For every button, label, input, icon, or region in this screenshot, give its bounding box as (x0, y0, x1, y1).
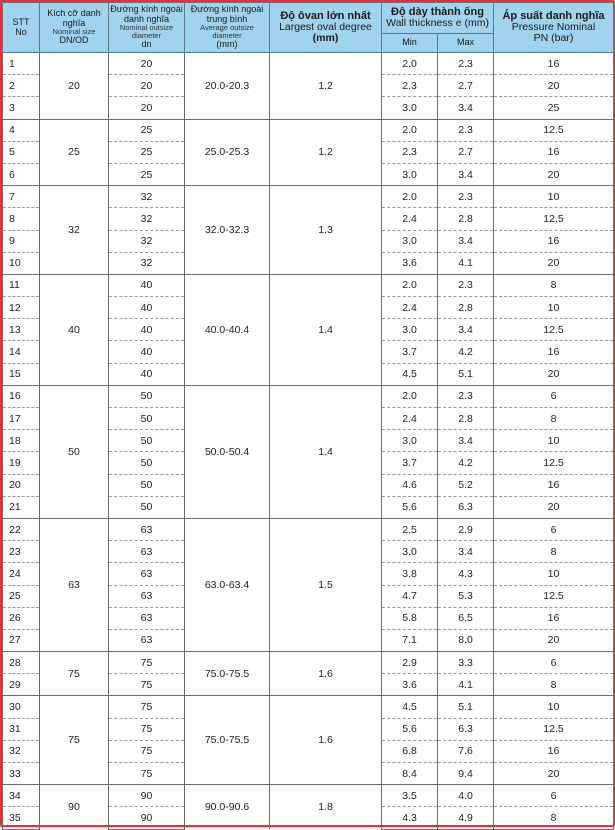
cell-pressure: 20 (494, 763, 614, 785)
cell-average-diameter: 63.0-63.4 (185, 518, 270, 651)
cell-no: 2 (3, 75, 40, 97)
cell-wall-max: 4.3 (438, 563, 494, 585)
cell-nominal-size: 63 (40, 518, 109, 651)
cell-wall-max: 3.3 (438, 652, 494, 674)
header-wall-min: Min (382, 34, 438, 53)
cell-no: 28 (3, 652, 40, 674)
cell-outside-diameter: 75 (109, 696, 185, 718)
cell-oval-degree: 1.6 (270, 652, 382, 696)
cell-outside-diameter: 50 (109, 385, 185, 407)
cell-oval-degree: 1.5 (270, 518, 382, 651)
cell-outside-diameter: 40 (109, 297, 185, 319)
cell-average-diameter: 90.0-90.6 (185, 785, 270, 829)
cell-no: 12 (3, 297, 40, 319)
cell-pressure: 16 (494, 474, 614, 496)
cell-no: 17 (3, 408, 40, 430)
table-row (3, 652, 614, 674)
cell-outside-diameter: 50 (109, 408, 185, 430)
cell-wall-max: 6.5 (438, 607, 494, 629)
cell-pressure: 16 (494, 607, 614, 629)
cell-wall-min: 2.9 (382, 652, 438, 674)
cell-outside-diameter: 40 (109, 341, 185, 363)
cell-outside-diameter: 63 (109, 563, 185, 585)
cell-wall-max: 5.2 (438, 474, 494, 496)
cell-wall-min: 3.6 (382, 252, 438, 274)
cell-pressure: 16 (494, 740, 614, 762)
cell-no: 16 (3, 385, 40, 407)
cell-wall-max: 5.1 (438, 363, 494, 385)
cell-wall-min: 2.3 (382, 141, 438, 163)
cell-outside-diameter: 25 (109, 163, 185, 185)
cell-wall-min: 3.6 (382, 674, 438, 696)
cell-outside-diameter: 75 (109, 718, 185, 740)
cell-no: 24 (3, 563, 40, 585)
cell-pressure: 8 (494, 541, 614, 563)
cell-pressure: 12.5 (494, 119, 614, 141)
cell-pressure: 10 (494, 430, 614, 452)
cell-pressure: 10 (494, 696, 614, 718)
cell-no: 10 (3, 252, 40, 274)
cell-no: 35 (3, 807, 40, 829)
header-od-symbol: dn (141, 39, 152, 50)
header-wall-en: Wall thickness e (mm) (386, 17, 489, 30)
cell-pressure: 6 (494, 785, 614, 807)
cell-average-diameter: 20.0-20.3 (185, 53, 270, 120)
cell-wall-max: 2.7 (438, 141, 494, 163)
cell-outside-diameter: 75 (109, 674, 185, 696)
cell-wall-min: 2.0 (382, 53, 438, 75)
cell-no: 3 (3, 97, 40, 119)
cell-average-diameter: 75.0-75.5 (185, 696, 270, 785)
cell-outside-diameter: 63 (109, 541, 185, 563)
cell-wall-max: 2.3 (438, 186, 494, 208)
header-avg-vi: Đường kính ngoài trung bình (190, 4, 264, 24)
table-body (3, 53, 614, 830)
header-stt-vi: STT (12, 17, 30, 28)
cell-no: 5 (3, 141, 40, 163)
cell-oval-degree: 1.8 (270, 785, 382, 829)
cell-outside-diameter: 25 (109, 141, 185, 163)
header-pn-vi: Áp suất danh nghĩa (502, 9, 605, 22)
cell-wall-max: 5.3 (438, 585, 494, 607)
header-size-en: Nominal size (52, 27, 96, 37)
cell-outside-diameter: 32 (109, 186, 185, 208)
cell-nominal-size: 40 (40, 274, 109, 385)
cell-outside-diameter: 20 (109, 53, 185, 75)
header-pn-en: Pressure Nominal (511, 21, 596, 34)
cell-nominal-size: 50 (40, 385, 109, 518)
header-wall-max: Max (438, 34, 494, 53)
cell-outside-diameter: 32 (109, 252, 185, 274)
cell-wall-max: 4.2 (438, 452, 494, 474)
cell-nominal-size: 20 (40, 53, 109, 120)
table-row (3, 785, 614, 807)
cell-wall-max: 4.0 (438, 785, 494, 807)
table-row (3, 119, 614, 141)
cell-no: 6 (3, 163, 40, 185)
cell-wall-min: 3.8 (382, 563, 438, 585)
table-row (3, 274, 614, 296)
cell-pressure: 16 (494, 341, 614, 363)
cell-pressure: 8 (494, 674, 614, 696)
cell-pressure: 20 (494, 75, 614, 97)
cell-outside-diameter: 40 (109, 319, 185, 341)
cell-wall-min: 3.7 (382, 341, 438, 363)
cell-pressure: 10 (494, 563, 614, 585)
cell-no: 21 (3, 496, 40, 518)
cell-wall-max: 4.1 (438, 674, 494, 696)
cell-wall-min: 3.5 (382, 785, 438, 807)
cell-average-diameter: 75.0-75.5 (185, 652, 270, 696)
cell-pressure: 12.5 (494, 208, 614, 230)
cell-wall-max: 4.1 (438, 252, 494, 274)
cell-no: 8 (3, 208, 40, 230)
cell-outside-diameter: 20 (109, 75, 185, 97)
cell-wall-max: 9.4 (438, 763, 494, 785)
header-size (40, 3, 109, 53)
cell-outside-diameter: 25 (109, 119, 185, 141)
cell-nominal-size: 25 (40, 119, 109, 186)
cell-wall-min: 3.0 (382, 163, 438, 185)
cell-wall-min: 5.6 (382, 718, 438, 740)
cell-pressure: 6 (494, 652, 614, 674)
header-oval-vi: Độ ôvan lớn nhất (280, 9, 371, 22)
header-oval-unit: (mm) (312, 32, 339, 45)
cell-no: 7 (3, 186, 40, 208)
cell-wall-max: 3.4 (438, 430, 494, 452)
cell-wall-min: 5.8 (382, 607, 438, 629)
cell-average-diameter: 25.0-25.3 (185, 119, 270, 186)
cell-no: 31 (3, 718, 40, 740)
cell-outside-diameter: 20 (109, 97, 185, 119)
cell-wall-max: 6.3 (438, 496, 494, 518)
cell-oval-degree: 1.2 (270, 119, 382, 186)
cell-wall-max: 2.3 (438, 274, 494, 296)
cell-wall-max: 3.4 (438, 163, 494, 185)
cell-no: 34 (3, 785, 40, 807)
cell-pressure: 10 (494, 297, 614, 319)
cell-wall-max: 3.4 (438, 541, 494, 563)
cell-pressure: 8 (494, 274, 614, 296)
cell-wall-max: 2.8 (438, 297, 494, 319)
header-stt (3, 3, 40, 53)
cell-no: 30 (3, 696, 40, 718)
cell-wall-min: 2.0 (382, 385, 438, 407)
cell-wall-min: 3.0 (382, 430, 438, 452)
header-size-dnod: DN/OD (59, 35, 89, 46)
cell-outside-diameter: 90 (109, 807, 185, 829)
cell-wall-min: 4.5 (382, 696, 438, 718)
cell-average-diameter: 40.0-40.4 (185, 274, 270, 385)
cell-no: 18 (3, 430, 40, 452)
table-row (3, 696, 614, 718)
cell-wall-min: 6.8 (382, 740, 438, 762)
cell-wall-max: 2.7 (438, 75, 494, 97)
cell-pressure: 16 (494, 230, 614, 252)
cell-outside-diameter: 40 (109, 274, 185, 296)
cell-pressure: 20 (494, 163, 614, 185)
cell-wall-max: 2.3 (438, 385, 494, 407)
cell-wall-min: 2.5 (382, 518, 438, 540)
cell-wall-min: 2.0 (382, 274, 438, 296)
cell-outside-diameter: 63 (109, 518, 185, 540)
cell-wall-min: 3.0 (382, 319, 438, 341)
pipe-spec-table (2, 2, 614, 830)
cell-wall-min: 4.6 (382, 474, 438, 496)
header-pn-unit: PN (bar) (533, 32, 574, 45)
cell-wall-min: 8.4 (382, 763, 438, 785)
cell-no: 20 (3, 474, 40, 496)
header-od-en: Nominal outsize diameter (119, 23, 174, 41)
cell-wall-max: 5.1 (438, 696, 494, 718)
cell-pressure: 12.5 (494, 319, 614, 341)
cell-no: 27 (3, 629, 40, 651)
cell-no: 19 (3, 452, 40, 474)
header-avg-unit: (mm) (216, 39, 238, 50)
header-avg-en: Average outsize diameter (200, 23, 254, 41)
cell-no: 23 (3, 541, 40, 563)
cell-no: 25 (3, 585, 40, 607)
cell-outside-diameter: 50 (109, 474, 185, 496)
cell-outside-diameter: 32 (109, 230, 185, 252)
cell-pressure: 12.5 (494, 718, 614, 740)
cell-nominal-size: 32 (40, 186, 109, 275)
cell-wall-max: 2.3 (438, 53, 494, 75)
cell-no: 14 (3, 341, 40, 363)
header-pn (494, 3, 614, 53)
cell-pressure: 16 (494, 53, 614, 75)
header-stt-en: No (15, 26, 27, 37)
cell-wall-min: 3.0 (382, 541, 438, 563)
cell-wall-max: 7.6 (438, 740, 494, 762)
cell-pressure: 20 (494, 363, 614, 385)
cell-pressure: 8 (494, 408, 614, 430)
cell-pressure: 20 (494, 252, 614, 274)
table-row (3, 518, 614, 540)
cell-outside-diameter: 50 (109, 430, 185, 452)
cell-no: 33 (3, 763, 40, 785)
cell-wall-min: 5.6 (382, 496, 438, 518)
cell-outside-diameter: 75 (109, 740, 185, 762)
cell-wall-min: 3.0 (382, 97, 438, 119)
cell-nominal-size: 75 (40, 696, 109, 785)
cell-wall-max: 2.8 (438, 408, 494, 430)
cell-oval-degree: 1.6 (270, 696, 382, 785)
header-wall-vi: Độ dày thành ống (391, 5, 484, 18)
header-oval (270, 3, 382, 53)
cell-pressure: 20 (494, 629, 614, 651)
cell-wall-max: 6.3 (438, 718, 494, 740)
cell-outside-diameter: 75 (109, 652, 185, 674)
cell-no: 26 (3, 607, 40, 629)
cell-nominal-size: 75 (40, 652, 109, 696)
cell-wall-max: 2.8 (438, 208, 494, 230)
table-header (3, 3, 614, 53)
cell-outside-diameter: 50 (109, 496, 185, 518)
cell-wall-min: 2.0 (382, 186, 438, 208)
cell-outside-diameter: 40 (109, 363, 185, 385)
cell-oval-degree: 1.4 (270, 274, 382, 385)
cell-pressure: 25 (494, 97, 614, 119)
cell-oval-degree: 1.4 (270, 385, 382, 518)
table-row (3, 53, 614, 75)
cell-no: 9 (3, 230, 40, 252)
cell-outside-diameter: 32 (109, 208, 185, 230)
cell-outside-diameter: 63 (109, 629, 185, 651)
cell-nominal-size: 90 (40, 785, 109, 829)
cell-no: 22 (3, 518, 40, 540)
cell-pressure: 12.5 (494, 452, 614, 474)
cell-pressure: 20 (494, 496, 614, 518)
cell-no: 29 (3, 674, 40, 696)
header-od-vi: Đường kính ngoài danh nghĩa (110, 4, 183, 24)
cell-wall-max: 2.9 (438, 518, 494, 540)
cell-wall-min: 7.1 (382, 629, 438, 651)
cell-wall-min: 4.5 (382, 363, 438, 385)
table-row (3, 385, 614, 407)
cell-oval-degree: 1.2 (270, 53, 382, 120)
cell-wall-max: 3.4 (438, 97, 494, 119)
header-oval-en: Largest oval degree (279, 21, 372, 34)
cell-no: 11 (3, 274, 40, 296)
cell-average-diameter: 50.0-50.4 (185, 385, 270, 518)
cell-wall-min: 4.3 (382, 807, 438, 829)
cell-wall-min: 4.7 (382, 585, 438, 607)
cell-outside-diameter: 63 (109, 585, 185, 607)
cell-wall-max: 3.4 (438, 230, 494, 252)
cell-no: 1 (3, 53, 40, 75)
cell-wall-max: 4.2 (438, 341, 494, 363)
cell-outside-diameter: 90 (109, 785, 185, 807)
cell-wall-min: 2.4 (382, 297, 438, 319)
cell-outside-diameter: 75 (109, 763, 185, 785)
header-wall (382, 3, 494, 34)
cell-wall-max: 2.3 (438, 119, 494, 141)
cell-wall-min: 3.0 (382, 230, 438, 252)
header-avg (185, 3, 270, 53)
cell-pressure: 10 (494, 186, 614, 208)
cell-wall-min: 2.4 (382, 208, 438, 230)
cell-outside-diameter: 63 (109, 607, 185, 629)
table-row (3, 186, 614, 208)
header-od (109, 3, 185, 53)
cell-wall-max: 3.4 (438, 319, 494, 341)
cell-average-diameter: 32.0-32.3 (185, 186, 270, 275)
cell-oval-degree: 1.3 (270, 186, 382, 275)
cell-no: 4 (3, 119, 40, 141)
cell-wall-max: 8.0 (438, 629, 494, 651)
cell-wall-min: 2.4 (382, 408, 438, 430)
cell-no: 13 (3, 319, 40, 341)
header-size-vi: Kích cỡ danh nghĩa (47, 8, 101, 28)
cell-wall-max: 4.9 (438, 807, 494, 829)
cell-pressure: 8 (494, 807, 614, 829)
cell-wall-min: 3.7 (382, 452, 438, 474)
cell-pressure: 12.5 (494, 585, 614, 607)
cell-pressure: 16 (494, 141, 614, 163)
cell-no: 32 (3, 740, 40, 762)
cell-pressure: 6 (494, 518, 614, 540)
cell-outside-diameter: 50 (109, 452, 185, 474)
cell-pressure: 6 (494, 385, 614, 407)
cell-no: 15 (3, 363, 40, 385)
cell-wall-min: 2.0 (382, 119, 438, 141)
cell-wall-min: 2.3 (382, 75, 438, 97)
